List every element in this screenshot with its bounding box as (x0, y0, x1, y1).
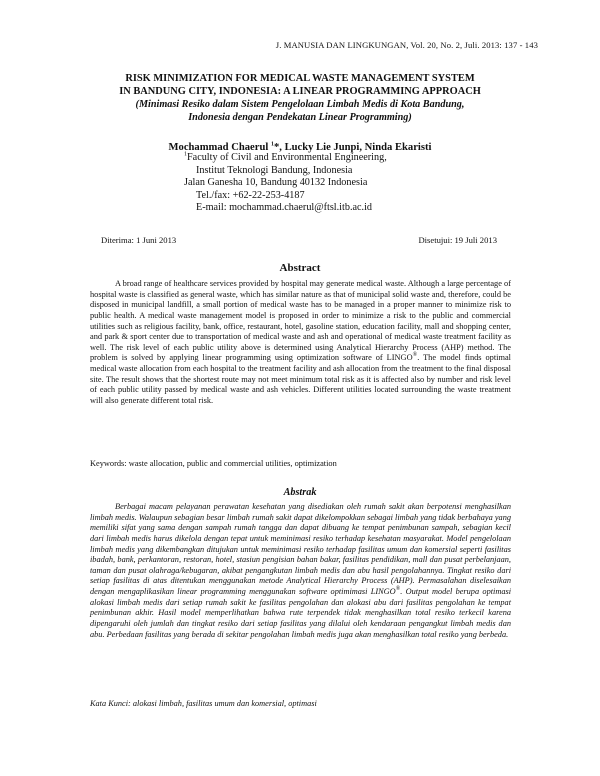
paper-title (0, 73, 600, 98)
author-names-rest: , Lucky Lie Junpi, Ninda Ekaristi (279, 142, 432, 153)
received-date: Diterima: 1 Juni 2013 (101, 235, 177, 245)
keywords: Keywords: waste allocation, public and commercial utilities, optimization (90, 459, 337, 468)
kata-kunci: Kata Kunci: alokasi limbah, fasilitas umum dan komersial, optimasi (90, 699, 317, 708)
title-line-1: RISK MINIMIZATION FOR MEDICAL WASTE MANAGEMENT SYSTEM (125, 73, 475, 84)
affiliation-faculty: Faculty of Civil and Environmental Engineering, (187, 152, 387, 163)
abstract-body (90, 279, 511, 407)
registered-mark: ® (412, 352, 418, 359)
abstrak-text-part-2: . Output model berupa optimasi alokasi limbah medis dari setiap rumah sakit ke fasilitas pengolahan dan alokasi abu dari fasilitas pengolahan ke tempat penimbunan akhir. Hasil model memperlihatkan bahwa rute terpendek tidak menghasilkan total resiko terkecil karena dipengaruhi oleh jumlah dan tingkat resiko dari setiap fasilitas yang dilalui oleh kendaraan pengangkut limbah medis dan abu. Perbedaan fasilitas yang berada di sekitar pengolahan limbah medis juga akan menghasilkan total resiko yang berbeda. (90, 587, 511, 639)
author-name-1: Mochammad Chaerul (168, 142, 269, 153)
abstract-heading: Abstract (279, 262, 321, 274)
registered-mark-id: ® (395, 586, 401, 593)
affiliation-phone: Tel./fax: +62-22-253-4187 (196, 189, 305, 201)
abstrak-heading: Abstrak (283, 487, 317, 498)
abstrak-text-part-1: Berbagai macam pelayanan perawatan kesehatan yang disediakan oleh rumah sakit akan berpotensi menghasilkan limbah medis. Walaupun sebagian besar limbah rumah sakit dapat dikelompokkan sebagai limbah yang tidak berbahaya yang memiliki sifat yang sama dengan sampah rumah tangga dan dapat dibuang ke tempat penimbunan sampah, sebagian kecil dari limbah medis harus dikelola dengan tepat untuk meminimasi resiko terhadap kesehatan masyarakat. Model pengelolaan limbah medis yang dikembangkan ditujukan untuk meminimasi resiko terhadap fasilitas umum dan komersial seperti fasilitas ibadah, bank, perkantoran, restoran, hotel, stasiun pengisian bahan bakar, fasilitas pendidikan, mall dan pusat perbelanjaan, taman dan pusat olahraga/kebugaran, akibat pengangkutan limbah medis dan abu hasil pengolahannya. Tingkat resiko dari setiap fasilitas di atas ditentukan menggunakan metode Analytical Hierarchy Process (AHP). Permasalahan diselesaikan dengan mengaplikasikan linear programming menggunakan software optimimasi LINGO (90, 502, 511, 596)
author-superscript: 1 (270, 141, 274, 148)
title-line-2: IN BANDUNG CITY, INDONESIA: A LINEAR PROGRAMMING APPROACH (119, 85, 481, 97)
affiliation-address: Jalan Ganesha 10, Bandung 40132 Indonesia (184, 177, 368, 189)
corresponding-mark: * (273, 142, 280, 153)
affiliation-superscript: 1 (184, 151, 187, 158)
subtitle-line-2: Indonesia dengan Pendekatan Linear Programming) (188, 111, 412, 123)
abstrak-body (90, 502, 511, 640)
accepted-date: Disetujui: 19 Juli 2013 (418, 235, 497, 245)
affiliation-email: E-mail: mochammad.chaerul@ftsl.itb.ac.id (196, 202, 373, 214)
affiliation-institute: Institut Teknologi Bandung, Indonesia (196, 164, 353, 176)
subtitle-line-1: (Minimasi Resiko dalam Sistem Pengelolaan Limbah Medis di Kota Bandung, (135, 99, 465, 110)
abstract-text-part-2: . The model finds optimal medical waste allocation from each hospital to the treatment facility and ash allocation from the treatment to the final disposal site. The result shows that the shortest route may not meet minimum total risk as it is affected also by number and risk level of each public utility passed by medical waste and ash vehicles. Different utilities located surrounding the waste treatment will also generate different total risk. (90, 353, 511, 405)
journal-header: J. MANUSIA DAN LINGKUNGAN, Vol. 20, No. 2, Juli. 2013: 137 - 143 (275, 40, 538, 50)
abstract-text-part-1: A broad range of healthcare services provided by hospital may generate medical waste. Although a large percentage of hospital waste is classified as general waste, which has similar nature as that of municipal solid waste and, therefore, could be disposed in municipal landfill, a small portion of medical waste has to be managed in a proper manner to minimize risk to public health. A medical waste management model is proposed in order to minimize a risk to the public and commercial utilities such as religious facility, bank, office, restaurant, hotel, gasoline station, education facility, mall and shopping center, and park & sport center due to transportation of medical waste and ash and operational of medical waste treatment facility as well. The risk level of each public utility above is determined using Analytical Hierarchy Process (AHP) method. The problem is solved by applying linear programming using optimization software of LINGO (90, 279, 511, 363)
paper-subtitle (0, 99, 600, 124)
affiliation-block (184, 152, 387, 215)
